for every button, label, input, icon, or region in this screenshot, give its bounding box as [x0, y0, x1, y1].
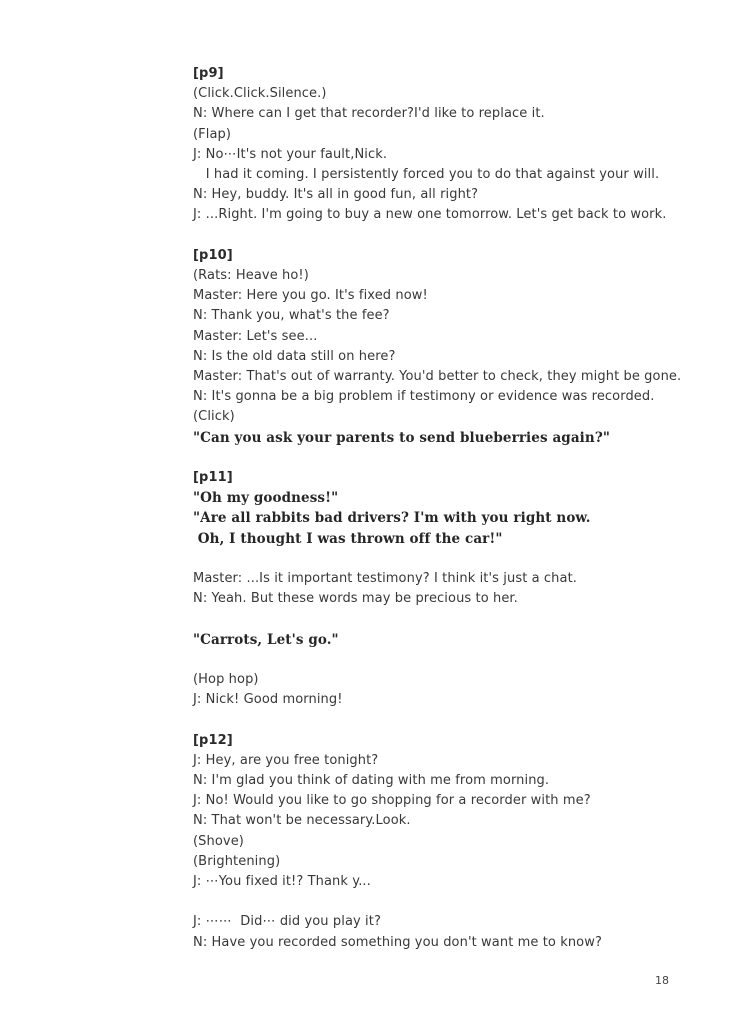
quoted-line: Oh, I thought I was thrown off the car!" [193, 530, 503, 547]
script-line: (Brightening) [193, 853, 281, 869]
script-line: (Flap) [193, 126, 232, 142]
script-line: J: ⋯⋯ Did⋯ did you play it? [193, 914, 381, 930]
section-header: [p12] [193, 732, 233, 748]
section-header: [p11] [193, 470, 233, 486]
quoted-line: "Oh my goodness!" [193, 490, 339, 507]
quoted-line: "Carrots, Let's go." [193, 631, 339, 648]
script-line: N: Yeah. But these words may be precious to her. [193, 591, 518, 607]
script-line: N: Thank you, what's the fee? [193, 308, 390, 324]
script-line: J: ...Right. I'm going to buy a new one tomorrow. Let's get back to work. [193, 207, 667, 223]
script-lines [193, 64, 713, 953]
section-header: [p9] [193, 66, 224, 81]
script-line: (Click) [193, 409, 235, 425]
script-line: N: Have you recorded something you don't want me to know? [193, 934, 602, 950]
script-line: N: Where can I get that recorder?I'd like to replace it. [193, 106, 545, 122]
page-number: 18 [655, 974, 669, 987]
script-line: J: Hey, are you free tonight? [193, 752, 379, 768]
script-line: Master: ...Is it important testimony? I think it's just a chat. [193, 571, 578, 587]
script-line: N: It's gonna be a big problem if testimony or evidence was recorded. [193, 389, 655, 405]
script-line: Master: Here you go. It's fixed now! [193, 288, 428, 304]
script-line: (Hop hop) [193, 672, 259, 688]
script-line: J: No! Would you like to go shopping for a recorder with me? [193, 793, 591, 809]
script-line: J: ⋯You fixed it!? Thank y... [193, 874, 371, 890]
section-header: [p10] [193, 247, 233, 263]
script-line: (Click.Click.Silence.) [193, 86, 327, 102]
script-line: Master: Let's see... [193, 328, 318, 344]
script-line: J: No⋯It's not your fault,Nick. [193, 146, 388, 162]
script-line: N: Hey, buddy. It's all in good fun, all right? [193, 187, 479, 203]
script-line: I had it coming. I persistently forced you to do that against your will. [193, 167, 660, 183]
script-line: N: That won't be necessary.Look. [193, 813, 411, 829]
script-line: J: Nick! Good morning! [193, 692, 343, 708]
script-line: (Shove) [193, 833, 244, 849]
script-line: N: Is the old data still on here? [193, 348, 396, 364]
script-line: (Rats: Heave ho!) [193, 268, 309, 284]
quoted-line: "Are all rabbits bad drivers? I'm with you right now. [193, 510, 591, 527]
script-line: N: I'm glad you think of dating with me from morning. [193, 773, 550, 789]
quoted-line: "Can you ask your parents to send blueberries again?" [193, 429, 610, 446]
script-line: Master: That's out of warranty. You'd better to check, they might be gone. [193, 369, 682, 385]
